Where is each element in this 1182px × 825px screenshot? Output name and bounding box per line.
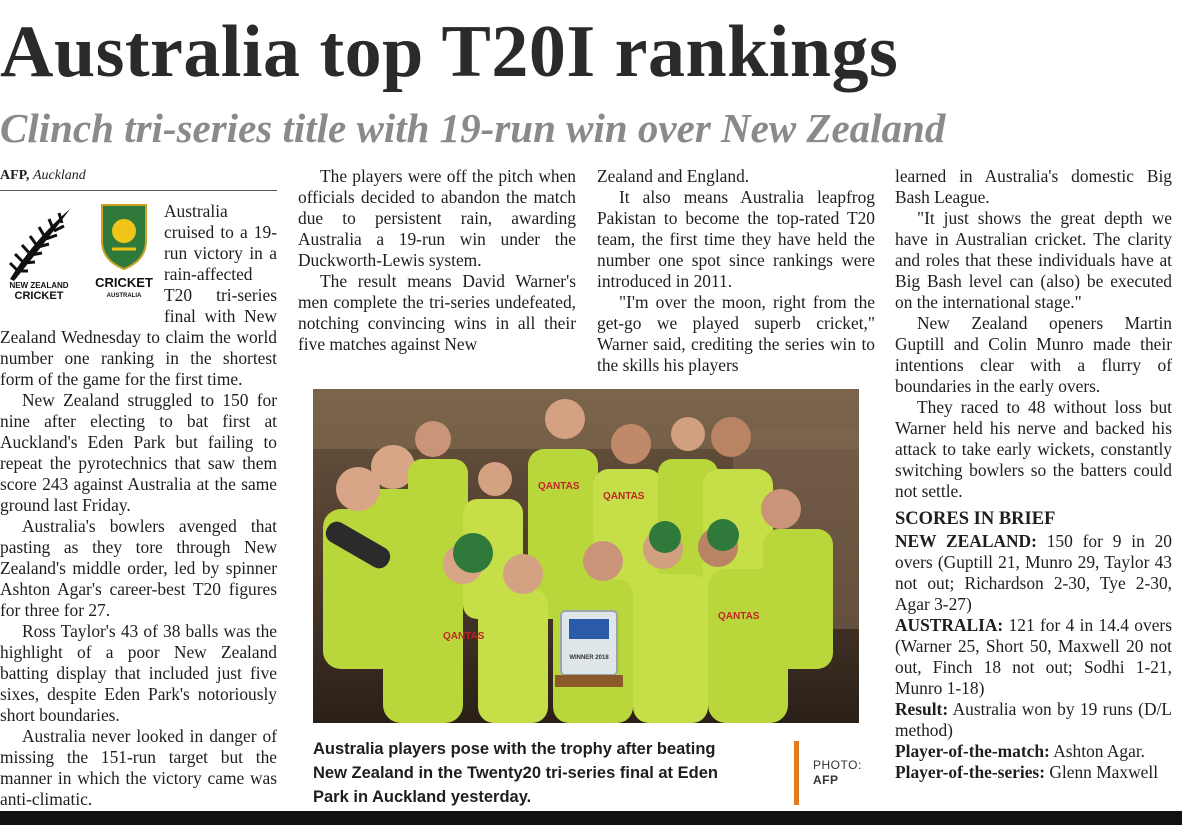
photo-credit-source: AFP [813,773,839,787]
score-text: 121 for 4 in 14.4 overs (Warner 25, Short 50, Maxwell 20 not out, Finch 18 not out; Sodhi 1-21, Munro 1-18) [895,615,1172,698]
nz-logo-line2: CRICKET [14,290,64,301]
new-zealand-cricket-logo [4,201,74,301]
paragraph: The players were off the pitch when officials decided to abandon the match due to persistent rain, awarding Australia a 19-run win under the Duckworth-Lewis system. [298,166,576,270]
article-column-2 [298,166,576,355]
au-logo-line2: AUSTRALIA [106,293,142,299]
svg-text:QANTAS: QANTAS [603,491,645,502]
byline-city: Auckland [32,168,86,183]
credit-accent-bar [794,741,799,805]
photo-credit-label: PHOTO: [813,758,862,772]
score-label: AUSTRALIA: [895,615,1004,635]
score-text: 150 for 9 in 20 overs (Guptill 21, Munro 29, Taylor 43 not out; Richardson 2-30, Tye 2-30, Agar 3-27) [895,531,1172,614]
paragraph: Zealand and England. [597,166,750,186]
svg-text:QANTAS: QANTAS [718,611,760,622]
paragraph: Australia never looked in danger of missing the 151-run target but the manner in which the victory came was anti-climatic. [0,726,277,809]
paragraph: "It just shows the great depth we have in Australian cricket. The clarity and roles that these individuals have at Big Bash level can (also) be executed on the international stage." [895,208,1172,312]
player-of-the-series [895,762,1172,783]
photo-caption: Australia players pose with the trophy after beating New Zealand in the Twenty20 tri-series final at Eden Park in Auckland yesterday. [313,740,718,806]
paragraph: New Zealand struggled to 150 for nine after electing to bat first at Auckland's Eden Park but failing to repeat the pyrotechnics that saw them score 243 against Australia at the same ground last Friday. [0,390,277,515]
paragraph: The result means David Warner's men complete the tri-series undefeated, notching convincing wins in all their five matches against New [298,271,576,354]
trophy-label: WINNER 2018 [569,655,609,661]
paragraph: Ross Taylor's 43 of 38 balls was the highlight of a poor New Zealand batting display that included just five sixes, despite Eden Park's notoriously short boundaries. [0,621,277,725]
score-result [895,699,1172,741]
player-of-the-match [895,741,1172,762]
paragraph: Australia's bowlers avenged that pasting as they tore through New Zealand's middle order, led by spinner Ashton Agar's career-best T20 figures for three for 27. [0,516,277,620]
score-new-zealand [895,531,1172,615]
score-label: Player-of-the-match: [895,741,1050,761]
score-text: Australia won by 19 runs (D/L method) [895,699,1172,740]
trophy [555,611,623,687]
article-column-4 [895,166,1172,783]
score-label: Result: [895,699,949,719]
scores-heading: SCORES IN BRIEF [895,509,1056,529]
paragraph: learned in Australia's domestic Big Bash League. [895,166,1172,207]
team-photo [313,389,859,723]
svg-text:QANTAS: QANTAS [538,481,580,492]
cricket-australia-logo [92,201,156,301]
score-text: Ashton Agar. [1053,741,1146,761]
paragraph: New Zealand openers Martin Guptill and Colin Munro made their intentions clear with a flurry of boundaries in the early overs. [895,313,1172,396]
subheadline: Clinch tri-series title with 19-run win over New Zealand [0,105,946,151]
byline [0,166,277,191]
cricket-logos [0,201,160,305]
paragraph: "I'm over the moon, right from the get-go we played superb cricket," Warner said, crediting the series win to the skills his players [597,292,875,375]
score-label: Player-of-the-series: [895,762,1045,782]
paragraph: It also means Australia leapfrog Pakistan to become the top-rated T20 team, the first time they have held the number one spot since rankings were introduced in 2011. [597,187,875,291]
score-text: Glenn Maxwell [1049,762,1159,782]
paragraph: Australia cruised to a 19-run victory in a rain-affected T20 tri-series final with New Zealand Wednesday to claim the world number one ranking in the shortest form of the game for the first time. [0,201,277,389]
headline: Australia top T20I rankings [0,11,899,93]
byline-agency: AFP, [0,168,30,183]
paragraph: They raced to 48 without loss but Warner held his nerve and backed his attack to take early wickets, constantly switching bowlers so the batters could not settle. [895,397,1172,501]
score-australia [895,615,1172,699]
svg-text:QANTAS: QANTAS [443,631,485,642]
page-bottom-border [0,811,1182,825]
team-photo-illustration [313,389,859,723]
article-column-3 [597,166,875,376]
score-label: NEW ZEALAND: [895,531,1037,551]
photo-credit [813,758,873,788]
article-column-1 [0,166,277,810]
au-logo-line1: CRICKET [95,275,153,290]
nz-logo-line1: NEW ZEALAND [9,281,69,290]
